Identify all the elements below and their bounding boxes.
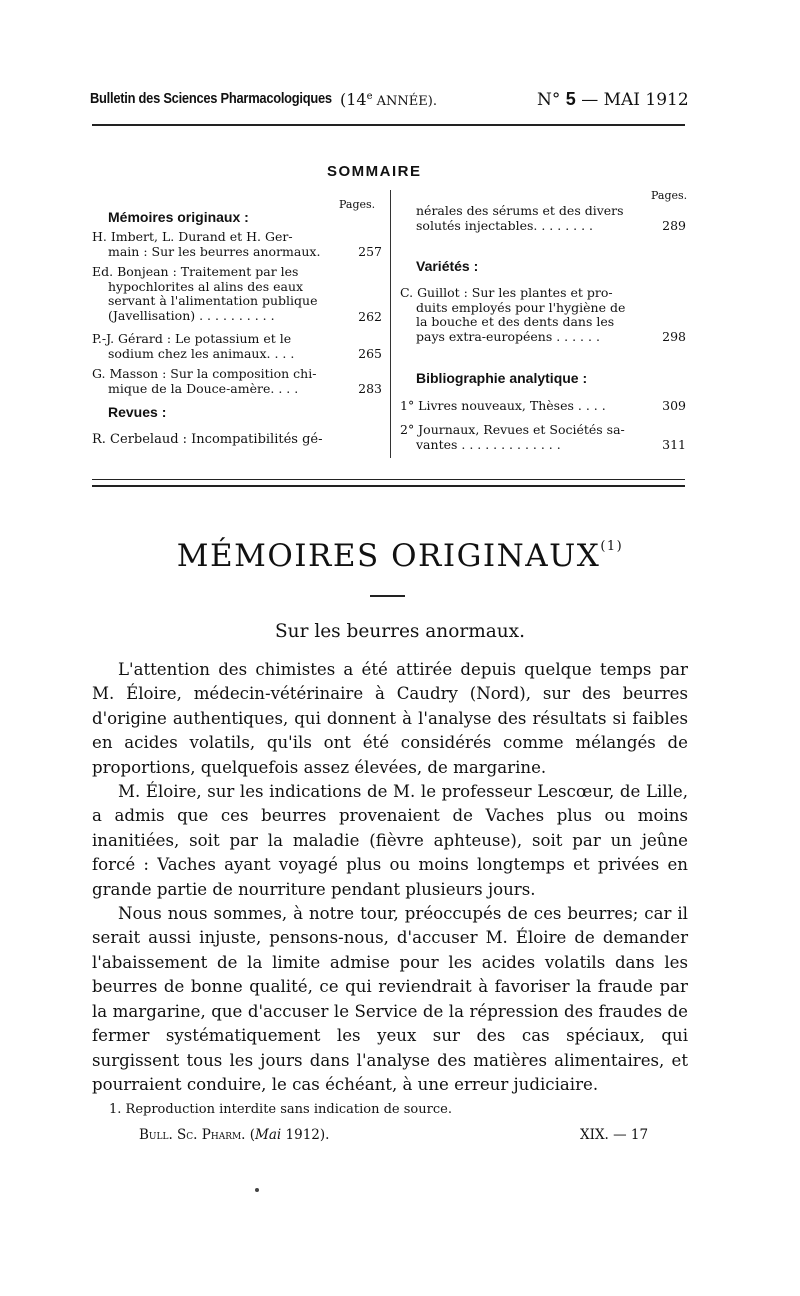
article-title: Sur les beurres anormaux. xyxy=(275,621,525,642)
header-rule xyxy=(92,124,685,126)
toc-line: main : Sur les beurres anormaux. xyxy=(108,243,321,259)
ink-dot xyxy=(255,1188,259,1192)
toc-entry[interactable] xyxy=(400,286,686,344)
column-divider xyxy=(390,190,391,458)
toc-page: 298 xyxy=(662,329,686,344)
toc-line: G. Masson : Sur la composition chi- xyxy=(92,366,317,381)
toc-page: 289 xyxy=(662,218,686,233)
toc-line: 1° Livres nouveaux, Thèses . . . . xyxy=(400,398,606,413)
toc-page: 311 xyxy=(662,437,686,452)
issue-info xyxy=(537,89,689,110)
toc-line: C. Guillot : Sur les plantes et pro- xyxy=(400,285,613,300)
section-rule-thick xyxy=(92,485,685,487)
section-title xyxy=(0,538,800,574)
toc-line: P.-J. Gérard : Le potassium et le xyxy=(92,331,292,346)
revues-entry[interactable]: R. Cerbelaud : Incompatibilités gé- xyxy=(92,432,323,447)
toc-line: la bouche et des dents dans les xyxy=(416,314,615,329)
toc-line: H. Imbert, L. Durand et H. Ger- xyxy=(92,229,293,244)
toc-line: vantes . . . . . . . . . . . . . xyxy=(416,436,561,452)
toc-entry[interactable] xyxy=(92,265,382,323)
footer-volume: XIX. — 17 xyxy=(580,1127,649,1143)
toc-entry[interactable] xyxy=(92,332,382,361)
toc-line: mique de la Douce-amère. . . . xyxy=(108,380,299,396)
title-dash xyxy=(370,595,405,597)
memoires-heading: Mémoires originaux : xyxy=(108,209,249,225)
pages-label-left: Pages. xyxy=(339,198,376,211)
journal-title: Bulletin des Sciences Pharmacologiques xyxy=(90,90,332,107)
toc-page: 257 xyxy=(358,244,382,259)
year-label: ANNÉE). xyxy=(372,94,437,109)
paragraph: L'attention des chimistes a été attirée depuis quelque temps par M. Éloire, médecin-vétérinaire à Caudry (Nord), sur des beurres d'origine authentiques, qui donnent à l'analyse des résultats si faibles en acides volatils, qu'ils ont été considérés comme mélangés de proportions, quelquefois assez élevées, de margarine. xyxy=(92,660,688,777)
issue-date: — MAI 1912 xyxy=(575,90,689,110)
sommaire-title: SOMMAIRE xyxy=(327,163,422,180)
toc-page: 265 xyxy=(358,346,382,361)
footer-ref-prefix: Bull. Sc. Pharm. ( xyxy=(139,1127,256,1143)
journal-year xyxy=(340,90,437,109)
section-title-text: MÉMOIRES ORIGINAUX xyxy=(176,538,601,574)
toc-line: duits employés pour l'hygiène de xyxy=(416,299,626,315)
footer-ref-date: Mai xyxy=(255,1127,282,1143)
toc-page: 283 xyxy=(358,381,382,396)
year-open: (14 xyxy=(340,90,367,109)
issue-number: 5 xyxy=(565,89,576,109)
footer-reference xyxy=(139,1127,329,1143)
revues-heading: Revues : xyxy=(108,404,167,420)
issue-prefix: N° xyxy=(537,90,566,110)
section-rule-thin xyxy=(92,479,685,480)
varietes-heading: Variétés : xyxy=(416,258,479,274)
toc-line: pays extra-européens . . . . . . xyxy=(416,328,600,344)
paragraph: M. Éloire, sur les indications de M. le professeur Lescœur, de Lille, a admis que ces beurres provenaient de Vaches plus ou moins inanitiées, soit par la maladie (fièvre aphteuse), soit par un jeûne forcé : Vaches ayant voyagé plus ou moins longtemps et privées en grande partie de nourriture pendant plusieurs jours. xyxy=(92,782,688,899)
toc-page: 262 xyxy=(358,309,382,324)
toc-line: servant à l'alimentation publique xyxy=(108,293,318,308)
article-body xyxy=(92,658,688,1097)
paragraph: Nous nous sommes, à notre tour, préoccupés de ces beurres; car il serait aussi injuste, pensons-nous, d'accuser M. Éloire de demander l'abaissement de la limite admise pour les acides volatils dans les beurres de bonne qualité, ce qui reviendrait à favoriser la fraude par la margarine, que d'accuser le Service de la répression des fraudes de fermer systématiquement les yeux sur des cas spéciaux, qui surgissent tous les jours dans l'analyse des matières alimentaires, et pourraient conduire, le cas échéant, à une erreur judiciaire. xyxy=(92,904,688,1094)
toc-entry[interactable] xyxy=(400,423,686,452)
toc-line: hypochlorites al alins des eaux xyxy=(108,278,304,294)
bibliographie-heading: Bibliographie analytique : xyxy=(416,370,588,386)
pages-label-right: Pages. xyxy=(651,189,688,202)
toc-entry[interactable] xyxy=(92,367,382,396)
toc-line: solutés injectables. . . . . . . . xyxy=(416,217,594,233)
footnote-ref[interactable]: (1) xyxy=(600,539,624,554)
toc-entry[interactable] xyxy=(400,204,686,233)
toc-page: 309 xyxy=(662,398,686,413)
toc-line: Ed. Bonjean : Traitement par les xyxy=(92,264,299,279)
footer-ref-suffix: 1912). xyxy=(281,1127,330,1143)
year-sup: e xyxy=(366,91,373,102)
toc-entry[interactable] xyxy=(92,230,382,259)
footnote: 1. Reproduction interdite sans indication de source. xyxy=(109,1102,452,1117)
toc-line: sodium chez les animaux. . . . xyxy=(108,345,295,361)
toc-entry[interactable] xyxy=(400,399,686,414)
toc-line: nérales des sérums et des divers xyxy=(416,203,624,218)
toc-line: (Javellisation) . . . . . . . . . . xyxy=(108,307,275,323)
toc-line: 2° Journaux, Revues et Sociétés sa- xyxy=(400,422,625,437)
